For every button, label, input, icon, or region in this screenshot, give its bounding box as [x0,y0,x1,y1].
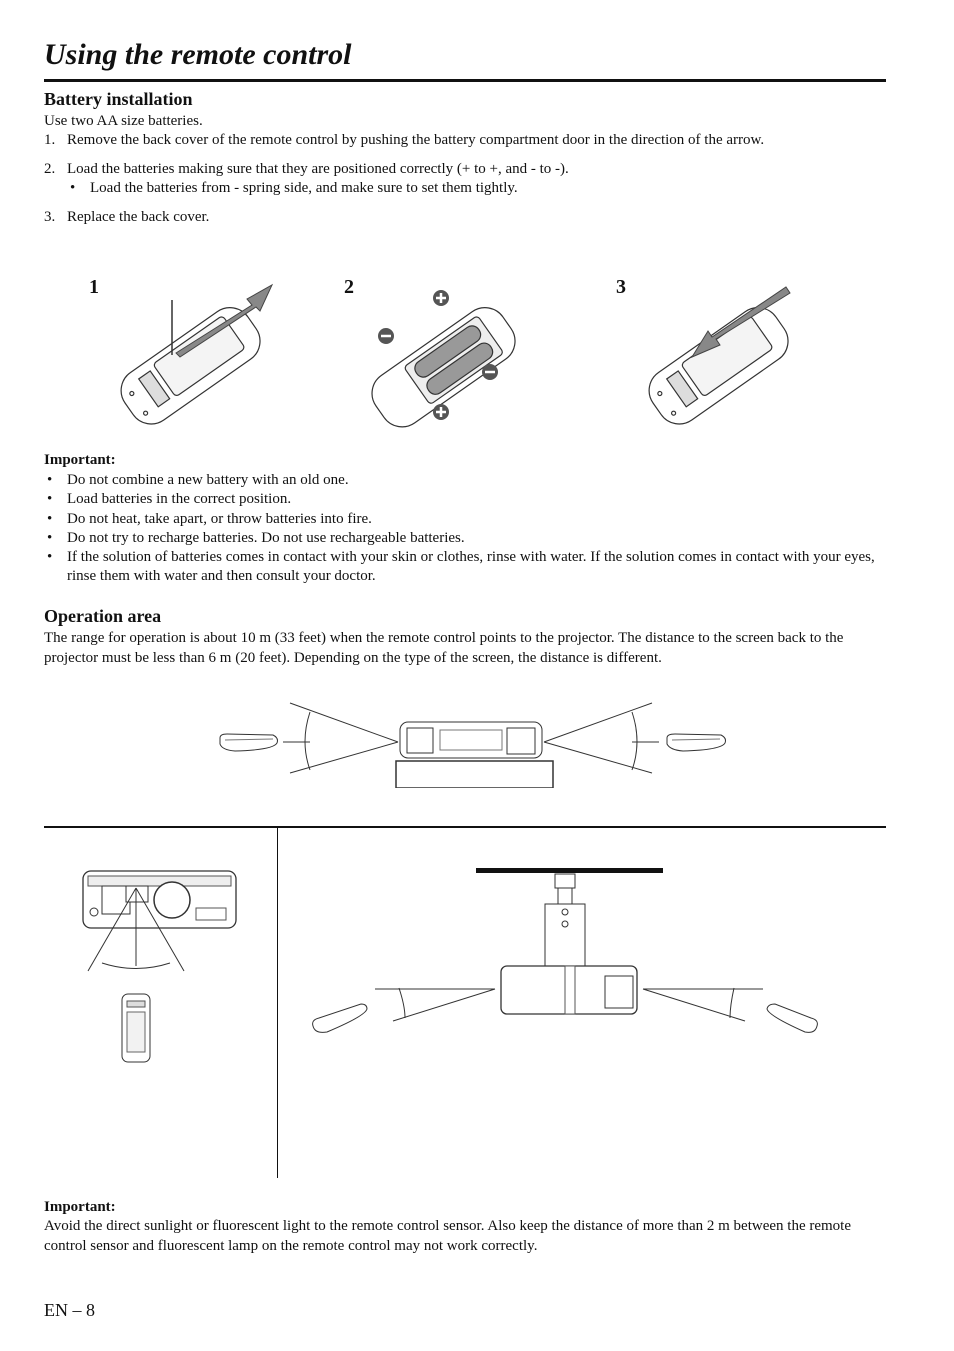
important-list [44,471,886,587]
bullet: • [47,472,53,488]
minus-icon [378,328,394,344]
plus-icon [433,404,449,420]
battery-substep [67,179,886,199]
remote-ceiling-right [767,1004,817,1032]
vertical-divider [277,828,278,1178]
remote-front [122,994,150,1062]
battery-intro: Use two AA size batteries. [44,113,203,129]
important-item-text: Do not combine a new battery with an old one. [67,472,349,488]
important-item-text: Do not heat, take apart, or throw batteries into fire. [67,510,372,527]
figure-label-2: 2 [344,276,354,298]
battery-step [44,208,886,228]
projector-front [83,871,236,928]
remote-open-cover-illustration [100,275,280,435]
bullet: • [47,491,53,508]
bullet: • [47,549,53,566]
battery-heading: Battery installation [44,89,193,109]
bullet: • [47,529,53,546]
ceiling-bracket [545,874,585,969]
minus-icon [482,364,498,380]
page-title: Using the remote control [44,38,352,71]
important-item [44,548,886,587]
step-number: 3. [44,208,56,225]
important-text-2: Avoid the direct sunlight or fluorescent light to the remote control sensor. Also keep the distance of more than 2 m between the remote control sensor and fluorescent lamp on the remote control may not work correctly. [44,1218,852,1254]
step-number: 2. [44,160,56,177]
important-item [44,471,886,490]
title-rule [44,79,886,82]
important-item [44,490,886,509]
step-number: 1. [44,132,56,148]
operation-range-diagram [215,698,735,788]
front-view-diagram [78,866,243,1066]
operation-text: The range for operation is about 10 m (33 feet) when the remote control points to the projector. The distance to the screen back to the projector must be less than 6 m (20 feet). Depending on the type of the screen, the distance is different. [44,630,844,666]
remote-left [220,734,278,751]
battery-steps [44,131,886,227]
plus-icon [433,290,449,306]
remote-ceiling-left [313,1004,367,1032]
figure-label-1: 1 [89,276,99,298]
important-item [44,510,886,529]
projector-side [400,722,542,758]
important-label-2: Important: [44,1199,116,1215]
substep-text: Load the batteries from - spring side, and make sure to set them tightly. [90,180,518,196]
ceiling-mount-diagram [305,866,825,1046]
bullet: • [47,510,53,527]
step-text: Load the batteries making sure that they are positioned correctly (+ to +, and - to -). [67,160,569,177]
important-item-text: Do not try to recharge batteries. Do not use rechargeable batteries. [67,529,465,546]
battery-substep-list [67,179,886,199]
operation-heading: Operation area [44,606,162,626]
important-item-text: If the solution of batteries comes in contact with your skin or clothes, rinse with water. If the solution comes in contact with your eyes, rinse them with water and then consult your doctor. [67,549,875,585]
important-label: Important: [44,452,116,468]
projector-ceiling [501,966,637,1014]
step-text: Remove the back cover of the remote control by pushing the battery compartment door in the direction of the arrow. [67,132,765,148]
page-number: EN – 8 [44,1300,95,1320]
battery-step [44,160,886,199]
remote-right [667,734,726,751]
battery-step [44,131,886,151]
figure-label-3: 3 [616,276,626,298]
section-divider [44,826,886,828]
step-text: Replace the back cover. [67,208,210,225]
ceiling [476,868,663,873]
remote-replace-cover-illustration [628,275,808,435]
important-item [44,529,886,548]
bullet: • [70,180,76,196]
remote-battery-illustration [355,285,535,435]
important-item-text: Load batteries in the correct position. [67,491,292,508]
